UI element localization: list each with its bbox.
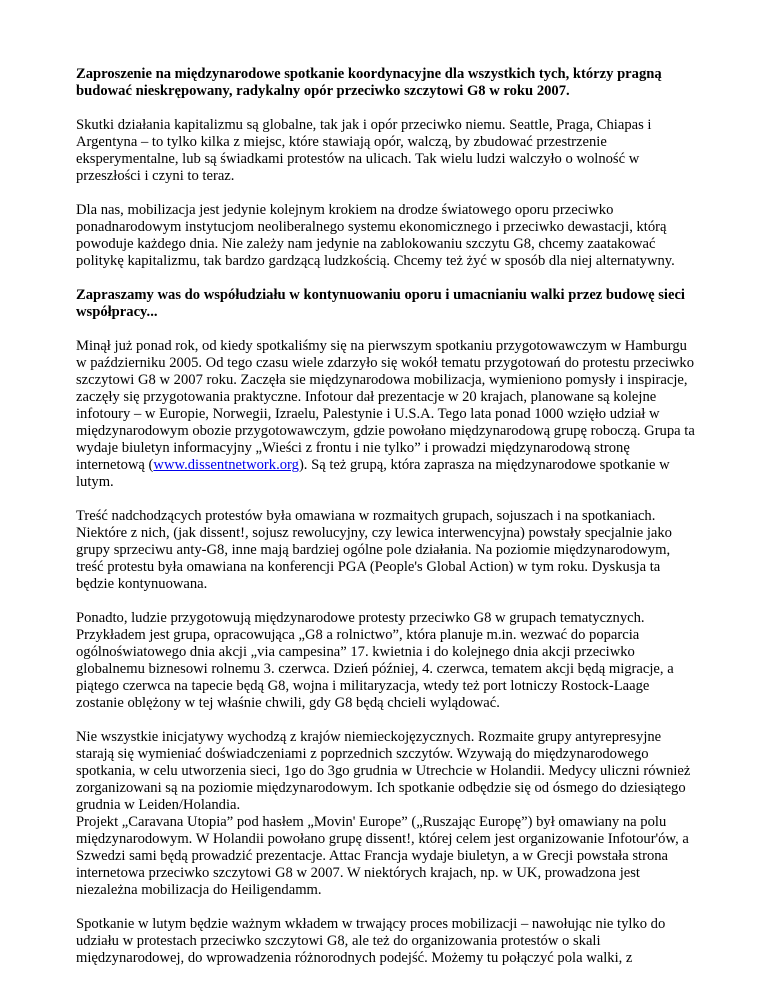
paragraph-february-meeting: Spotkanie w lutym będzie ważnym wkładem w trwający proces mobilizacji – nawołując nie tylko do udziału w protestach przeciwko szczytowi G8, ale też do organizowania protestów o skali międzynarodowej, do wprowadzenia różnorodnych podejść. Możemy tu połączyć pola walki, z: [76, 916, 666, 966]
paragraph-history: [76, 338, 696, 491]
paragraph-intro: Skutki działania kapitalizmu są globalne, tak jak i opór przeciwko niemu. Seattle, Praga, Chiapas i Argentyna – to tylko kilka z miejsc, które stawiają opór, walczą, by zbudować przestrzenie eksperymentalne, lub są świadkami protestów na ulicach. Tak wielu ludzi walczyło o wolność w przeszłości i czyni to teraz.: [76, 117, 652, 184]
paragraph-mobilization: Dla nas, mobilizacja jest jedynie kolejnym krokiem na drodze światowego oporu przeciwko ponadnarodowym instytucjom neoliberalnego systemu ekonomicznego i przeciwko dewastacji, którą powoduje każdego dnia. Nie zależy nam jedynie na zablokowaniu szczytu G8, chcemy zaatakować politykę kapitalizmu, tak bardzo gardzącą ludzkością. Chcemy też żyć w sposób dla niej alternatywny.: [76, 202, 675, 269]
dissentnetwork-link[interactable]: www.dissentnetwork.org: [153, 457, 299, 473]
document-page: [76, 66, 696, 984]
paragraph-history-text-end: ). Są też grupą, która zaprasza na międzynarodowe spotkanie w lutym.: [76, 457, 670, 490]
paragraph-caravana: Projekt „Caravana Utopia” pod hasłem „Movin' Europe” („Ruszając Europę”) był omawiany na polu międzynarodowym. W Holandii powołano grupę dissent!, której celem jest organizowanie Infotour'ów, a Szwedzi sami będą prowadzić prezentacje. Attac Francja wydaje biuletyn, a w Grecji powstała strona internetowa przeciwko szczytowi G8 w 2007. W niektórych krajach, np. w UK, prowadzona jest niezależna mobilizacja do Heiligendamm.: [76, 814, 689, 898]
section-heading-invitation: Zapraszamy was do współudziału w kontynuowaniu oporu i umacnianiu walki przez budowę sieci współpracy...: [76, 287, 685, 320]
document-title: Zaproszenie na międzynarodowe spotkanie koordynacyjne dla wszystkich tych, którzy pragną budować nieskrępowany, radykalny opór przeciwko szczytowi G8 w roku 2007.: [76, 66, 662, 99]
paragraph-content: Treść nadchodzących protestów była omawiana w rozmaitych grupach, sojuszach i na spotkaniach. Niektóre z nich, (jak dissent!, sojusz rewolucyjny, czy lewica interwencyjna) powstały specjalnie jako grupy sprzeciwu anty-G8, inne mają bardziej ogólne pole działania. Na poziomie międzynarodowym, treść protestu była omawiana na konferencji PGA (People's Global Action) w tym roku. Dyskusja ta będzie kontynuowana.: [76, 508, 672, 592]
paragraph-history-text-start: Minął już ponad rok, od kiedy spotkaliśmy się na pierwszym spotkaniu przygotowawczym w Hamburgu w październiku 2005. Od tego czasu wiele zdarzyło się wokół tematu przygotowań do protestu przeciwko szczytowi G8 w 2007 roku. Zaczęła sie międzynarodowa mobilizacja, wymieniono pomysły i inspiracje, zaczęły się przygotowania praktyczne. Infotour dał prezentacje w 20 krajach, planowane są kolejne infotoury – w Europie, Norwegii, Izraelu, Palestynie i U.S.A. Tego lata ponad 1000 wzięło udział w międzynarodowym obozie przygotowawczym, gdzie powołano międzynarodową grupę roboczą. Grupa ta wydaje biuletyn informacyjny „Wieści z frontu i nie tylko” i prowadzi międzynarodową stronę internetową (: [76, 338, 695, 473]
paragraph-thematic-groups: Ponadto, ludzie przygotowują międzynarodowe protesty przeciwko G8 w grupach tematycznych. Przykładem jest grupa, opracowująca „G8 a rolnictwo”, która planuje m.in. wezwać do poparcia ogólnoświatowego dnia akcji „via campesina” 17. kwietnia i do kolejnego dnia akcji przeciwko globalnemu biznesowi rolnemu 3. czerwca. Dzień później, 4. czerwca, tematem akcji będą migracje, a piątego czerwca na tapecie będą G8, wojna i militaryzacja, wtedy też port lotniczy Rostock-Laage zostanie oblężony w tej właśnie chwili, gdy G8 będą chcieli wylądować.: [76, 610, 674, 711]
paragraph-initiatives: Nie wszystkie inicjatywy wychodzą z krajów niemieckojęzycznych. Rozmaite grupy antyrepresyjne starają się wymieniać doświadczeniami z poprzednich szczytów. Wzywają do międzynarodowego spotkania, w celu utworzenia sieci, 1go do 3go grudnia w Utrechcie w Holandii. Medycy uliczni również zorganizowani są na poziomie międzynarodowym. Ich spotkanie odbędzie się od ósmego do dziesiątego grudnia w Leiden/Holandia.: [76, 729, 691, 813]
